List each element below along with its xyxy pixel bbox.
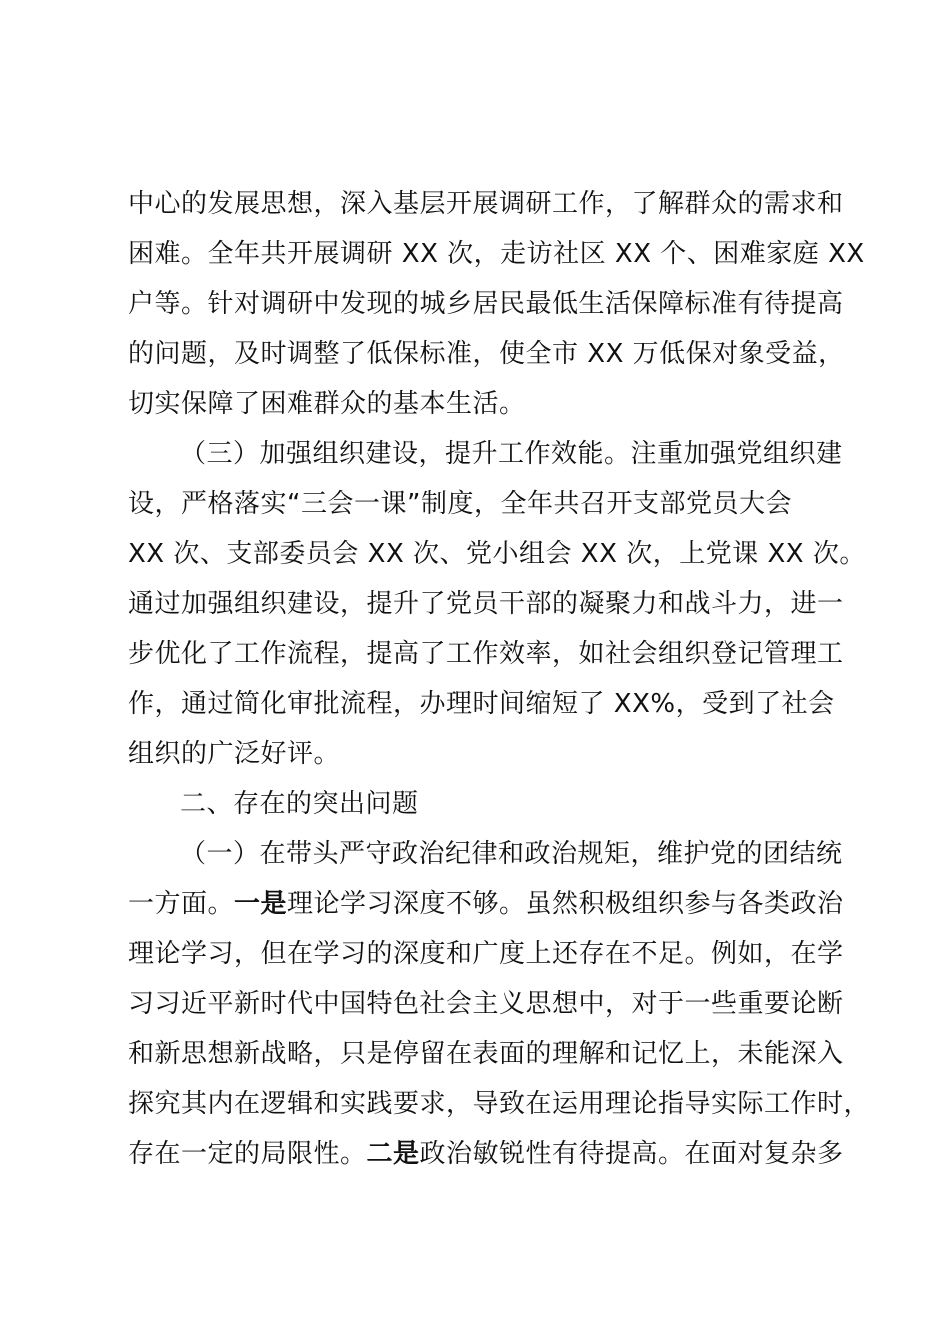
paragraph-line: 中心的发展思想，深入基层开展调研工作，了解群众的需求和 [128,189,844,219]
paragraph-line: 设，严格落实“三会一课”制度，全年共召开支部党员大会 [128,489,792,519]
paragraph-line: 组织的广泛好评。 [128,739,341,769]
paragraph-line: 习习近平新时代中国特色社会主义思想中，对于一些重要论断 [128,989,844,1019]
paragraph-line: 通过加强组织建设，提升了党员干部的凝聚力和战斗力，进一 [128,589,844,619]
section-title-problems: 二、存在的突出问题 [180,789,419,819]
paragraph-line: 户等。针对调研中发现的城乡居民最低生活保障标准有待提高 [128,289,844,319]
subsection-heading-one-line: （一）在带头严守政治纪律和政治规矩，维护党的团结统 [180,839,843,869]
bold-lead-first: 一是 [234,889,288,919]
paragraph-line: 探究其内在逻辑和实践要求，导致在运用理论指导实际工作时， [128,1089,871,1119]
paragraph-line-with-bold [128,884,844,924]
bold-lead-second: 二是 [366,1139,420,1169]
line-text-pre: 存在一定的局限性。 [128,1139,367,1169]
line-text-post: 政治敏锐性有待提高。在面对复杂多 [419,1139,844,1169]
paragraph-line: 困难。全年共开展调研 XX 次，走访社区 XX 个、困难家庭 XX [128,239,865,269]
section-heading-three-line: （三）加强组织建设，提升工作效能。注重加强党组织建 [180,439,843,469]
paragraph-line-with-bold [128,1134,844,1174]
paragraph-line: XX 次、支部委员会 XX 次、党小组会 XX 次，上党课 XX 次。 [128,539,866,569]
paragraph-line: 和新思想新战略，只是停留在表面的理解和记忆上，未能深入 [128,1039,844,1069]
line-text-pre: 一方面。 [128,889,235,919]
paragraph-line: 的问题，及时调整了低保标准，使全市 XX 万低保对象受益， [128,339,845,369]
paragraph-line: 切实保障了困难群众的基本生活。 [128,389,526,419]
line-text-post: 理论学习深度不够。虽然积极组织参与各类政治 [287,889,844,919]
paragraph-line: 步优化了工作流程，提高了工作效率，如社会组织登记管理工 [128,639,844,669]
paragraph-line: 理论学习，但在学习的深度和广度上还存在不足。例如，在学 [128,939,844,969]
paragraph-line: 作，通过简化审批流程，办理时间缩短了 XX%，受到了社会 [128,689,835,719]
